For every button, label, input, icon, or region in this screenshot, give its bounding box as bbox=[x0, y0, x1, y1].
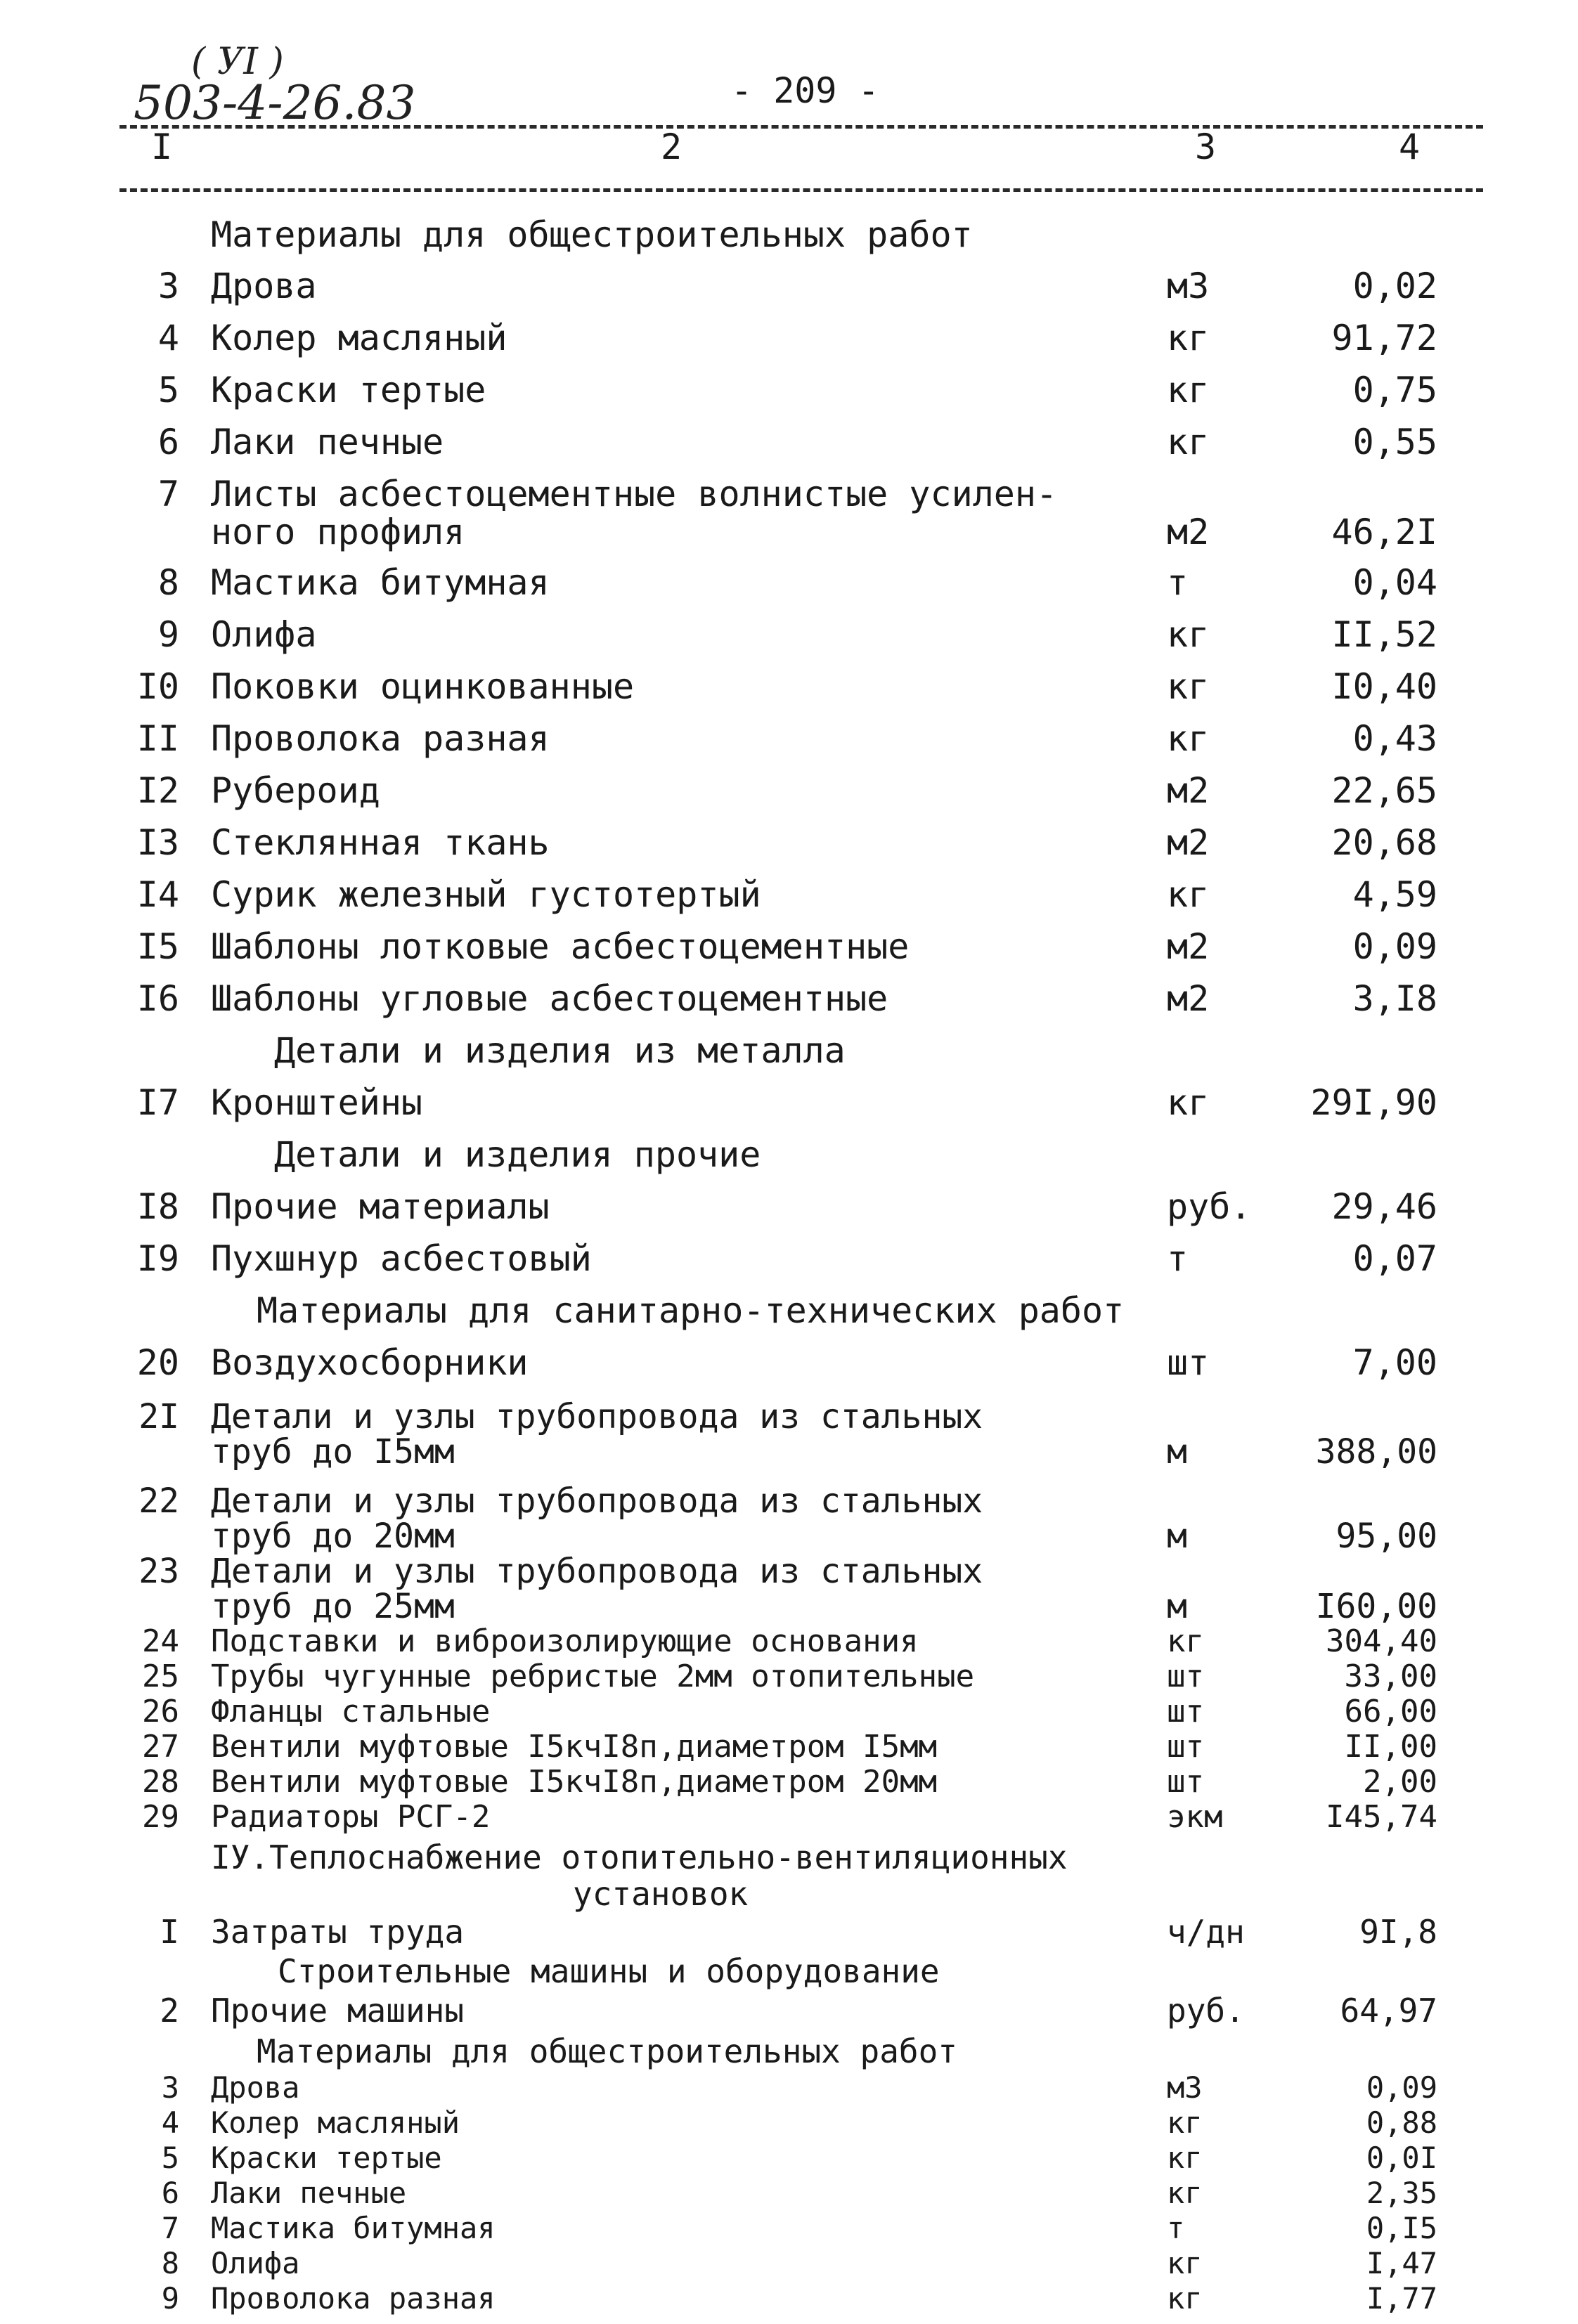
item-name: Поковки оцинкованные bbox=[211, 666, 635, 707]
item-unit: кг bbox=[1167, 2105, 1203, 2140]
item-value: 64,97 bbox=[1340, 1992, 1437, 2030]
item-name: Проволока разная bbox=[211, 718, 550, 759]
item-number: 9 bbox=[157, 614, 179, 655]
item-number: 5 bbox=[161, 2141, 179, 2175]
item-number: 4 bbox=[161, 2105, 179, 2140]
item-number: I8 bbox=[136, 1186, 179, 1227]
section-heading: Детали и изделия из металла bbox=[274, 1030, 846, 1071]
item-unit: кг bbox=[1167, 370, 1210, 410]
item-unit: ч/дн bbox=[1167, 1913, 1245, 1951]
item-unit: шт bbox=[1167, 1764, 1204, 1800]
item-name: Воздухосборники bbox=[211, 1342, 529, 1383]
item-number: 28 bbox=[142, 1764, 179, 1800]
item-number: 7 bbox=[157, 474, 179, 514]
item-value: I0,40 bbox=[1331, 666, 1437, 707]
section-heading: Материалы для общестроительных работ bbox=[211, 214, 973, 255]
section-heading: Строительные машины и оборудование bbox=[278, 1952, 940, 1990]
item-unit: кг bbox=[1167, 318, 1210, 358]
item-unit: м2 bbox=[1167, 822, 1210, 863]
item-name: Фланцы стальные bbox=[211, 1694, 491, 1729]
item-name-continued: труб до 25мм bbox=[211, 1587, 455, 1626]
item-number: 8 bbox=[161, 2246, 179, 2280]
item-unit: кг bbox=[1167, 422, 1210, 462]
column-number-2: 2 bbox=[661, 126, 683, 167]
item-unit: т bbox=[1167, 2211, 1185, 2245]
item-unit: т bbox=[1167, 562, 1189, 603]
item-name: Колер масляный bbox=[211, 2105, 460, 2140]
document-code-superscript: ( УI ) bbox=[191, 41, 284, 83]
item-unit: кг bbox=[1167, 2176, 1203, 2210]
item-unit: кг bbox=[1167, 2141, 1203, 2175]
document-code bbox=[134, 41, 416, 130]
item-unit: м3 bbox=[1167, 266, 1210, 306]
item-unit: м bbox=[1167, 1432, 1187, 1472]
item-name: Детали и узлы трубопровода из стальных bbox=[211, 1552, 983, 1591]
item-name: Детали и узлы трубопровода из стальных bbox=[211, 1397, 983, 1436]
item-number: 26 bbox=[142, 1694, 179, 1729]
section-heading: Материалы для общестроительных работ bbox=[257, 2032, 957, 2070]
item-unit: шт bbox=[1167, 1694, 1204, 1729]
item-value: 91,72 bbox=[1331, 318, 1437, 358]
item-name: Сурик железный густотертый bbox=[211, 874, 761, 915]
item-number: I bbox=[160, 1913, 179, 1951]
item-unit: кг bbox=[1167, 718, 1210, 759]
item-value: 20,68 bbox=[1331, 822, 1437, 863]
item-value: II,00 bbox=[1344, 1729, 1437, 1765]
item-number: 23 bbox=[138, 1552, 179, 1591]
item-value: 0,04 bbox=[1352, 562, 1437, 603]
item-number: I0 bbox=[136, 666, 179, 707]
item-name: Прочие машины bbox=[211, 1992, 465, 2030]
item-unit: экм bbox=[1167, 1799, 1223, 1835]
item-unit: м bbox=[1167, 1587, 1187, 1626]
item-number: 22 bbox=[138, 1481, 179, 1521]
item-value: 0,09 bbox=[1366, 2070, 1437, 2105]
item-number: I5 bbox=[136, 926, 179, 967]
item-number: 3 bbox=[161, 2070, 179, 2105]
item-name: Шаблоны угловые асбестоцементные bbox=[211, 978, 888, 1019]
item-value: 33,00 bbox=[1344, 1658, 1437, 1694]
item-name: Вентили муфтовые I5кчI8п,диаметром 20мм bbox=[211, 1764, 938, 1800]
item-name: Лаки печные bbox=[211, 2176, 407, 2210]
section-heading: IУ.Теплоснабжение отопительно-вентиляционных bbox=[211, 1838, 1068, 1876]
item-number: 6 bbox=[157, 422, 179, 462]
item-value: II,52 bbox=[1331, 614, 1437, 655]
item-value: 0,09 bbox=[1352, 926, 1437, 967]
item-number: 2I bbox=[138, 1397, 179, 1436]
item-name: Шаблоны лотковые асбестоцементные bbox=[211, 926, 910, 967]
item-name: Краски тертые bbox=[211, 370, 486, 410]
item-name: Олифа bbox=[211, 2246, 300, 2280]
item-unit: м2 bbox=[1167, 978, 1210, 1019]
item-number: 5 bbox=[157, 370, 179, 410]
item-name: Радиаторы РСГ-2 bbox=[211, 1799, 491, 1835]
item-name: Стеклянная ткань bbox=[211, 822, 550, 863]
item-value: 66,00 bbox=[1344, 1694, 1437, 1729]
item-name: Листы асбестоцементные волнистые усилен- bbox=[211, 474, 1058, 514]
item-value: 0,I5 bbox=[1366, 2211, 1437, 2245]
item-value: 3,I8 bbox=[1352, 978, 1437, 1019]
item-number: 20 bbox=[136, 1342, 179, 1383]
item-value: 9I,8 bbox=[1359, 1913, 1437, 1951]
item-unit: шт bbox=[1167, 1342, 1210, 1383]
item-number: 29 bbox=[142, 1799, 179, 1835]
item-name: Олифа bbox=[211, 614, 317, 655]
item-name-continued: труб до I5мм bbox=[211, 1432, 455, 1472]
item-value: I,47 bbox=[1366, 2246, 1437, 2280]
item-value: 0,43 bbox=[1352, 718, 1437, 759]
item-value: 22,65 bbox=[1331, 770, 1437, 811]
item-value: 95,00 bbox=[1336, 1517, 1437, 1556]
item-name: Затраты труда bbox=[211, 1913, 465, 1951]
item-value: 29I,90 bbox=[1310, 1082, 1437, 1123]
item-unit: м bbox=[1167, 1517, 1187, 1556]
item-value: 304,40 bbox=[1326, 1623, 1437, 1659]
item-unit: м2 bbox=[1167, 926, 1210, 967]
item-number: I6 bbox=[136, 978, 179, 1019]
item-value: 2,00 bbox=[1363, 1764, 1437, 1800]
item-name: Кронштейны bbox=[211, 1082, 423, 1123]
item-value: 2,35 bbox=[1366, 2176, 1437, 2210]
item-name: Прочие материалы bbox=[211, 1186, 550, 1227]
table-header-rule bbox=[119, 188, 1483, 192]
item-name-continued: ного профиля bbox=[211, 512, 465, 552]
item-number: 27 bbox=[142, 1729, 179, 1765]
item-value: I45,74 bbox=[1326, 1799, 1437, 1835]
item-name: Мастика битумная bbox=[211, 562, 550, 603]
item-value: 0,0I bbox=[1366, 2141, 1437, 2175]
item-name: Краски тертые bbox=[211, 2141, 442, 2175]
item-name: Детали и узлы трубопровода из стальных bbox=[211, 1481, 983, 1521]
item-value: 29,46 bbox=[1331, 1186, 1437, 1227]
section-heading: Детали и изделия прочие bbox=[274, 1134, 761, 1175]
item-number: I3 bbox=[136, 822, 179, 863]
item-unit: кг bbox=[1167, 666, 1210, 707]
item-name: Лаки печные bbox=[211, 422, 444, 462]
item-unit: шт bbox=[1167, 1729, 1204, 1765]
document-code-main: 503-4-26.83 bbox=[134, 76, 416, 130]
item-value: 0,02 bbox=[1352, 266, 1437, 306]
item-unit: шт bbox=[1167, 1658, 1204, 1694]
item-number: I7 bbox=[136, 1082, 179, 1123]
item-unit: кг bbox=[1167, 874, 1210, 915]
item-number: I2 bbox=[136, 770, 179, 811]
table-top-rule bbox=[119, 125, 1483, 129]
item-name: Рубероид bbox=[211, 770, 380, 811]
item-name: Дрова bbox=[211, 266, 317, 306]
item-name: Дрова bbox=[211, 2070, 300, 2105]
item-unit: кг bbox=[1167, 614, 1210, 655]
item-unit: руб. bbox=[1167, 1992, 1245, 2030]
item-unit: кг bbox=[1167, 1623, 1204, 1659]
item-value: 0,88 bbox=[1366, 2105, 1437, 2140]
item-number: 8 bbox=[157, 562, 179, 603]
item-number: I4 bbox=[136, 874, 179, 915]
item-unit: м3 bbox=[1167, 2070, 1203, 2105]
item-value: I60,00 bbox=[1315, 1587, 1437, 1626]
item-unit: м2 bbox=[1167, 512, 1210, 552]
column-number-1: I bbox=[151, 126, 173, 167]
item-value: 7,00 bbox=[1352, 1342, 1437, 1383]
item-name-continued: труб до 20мм bbox=[211, 1517, 455, 1556]
item-number: 7 bbox=[161, 2211, 179, 2245]
item-unit: руб. bbox=[1167, 1186, 1252, 1227]
item-value: I,77 bbox=[1366, 2281, 1437, 2316]
item-number: 3 bbox=[157, 266, 179, 306]
section-heading: Материалы для санитарно-технических работ bbox=[257, 1290, 1125, 1331]
column-number-3: 3 bbox=[1195, 126, 1217, 167]
item-name: Вентили муфтовые I5кчI8п,диаметром I5мм bbox=[211, 1729, 938, 1765]
item-number: II bbox=[136, 718, 179, 759]
item-value: 0,55 bbox=[1352, 422, 1437, 462]
item-value: 0,07 bbox=[1352, 1238, 1437, 1279]
item-name: Колер масляный bbox=[211, 318, 507, 358]
item-number: I9 bbox=[136, 1238, 179, 1279]
item-number: 9 bbox=[161, 2281, 179, 2316]
item-name: Проволока разная bbox=[211, 2281, 496, 2316]
item-name: Мастика битумная bbox=[211, 2211, 496, 2245]
item-name: Подставки и виброизолирующие основания bbox=[211, 1623, 919, 1659]
item-name: Трубы чугунные ребристые 2мм отопительные bbox=[211, 1658, 975, 1694]
page-number: - 209 - bbox=[731, 70, 879, 111]
item-number: 25 bbox=[142, 1658, 179, 1694]
item-number: 6 bbox=[161, 2176, 179, 2210]
item-unit: т bbox=[1167, 1238, 1189, 1279]
item-number: 2 bbox=[160, 1992, 179, 2030]
item-number: 4 bbox=[157, 318, 179, 358]
item-value: 46,2I bbox=[1331, 512, 1437, 552]
item-value: 4,59 bbox=[1352, 874, 1437, 915]
item-unit: кг bbox=[1167, 2246, 1203, 2280]
item-unit: м2 bbox=[1167, 770, 1210, 811]
item-unit: кг bbox=[1167, 2281, 1203, 2316]
item-number: 24 bbox=[142, 1623, 179, 1659]
column-number-4: 4 bbox=[1399, 126, 1421, 167]
item-value: 388,00 bbox=[1315, 1432, 1437, 1472]
item-value: 0,75 bbox=[1352, 370, 1437, 410]
item-unit: кг bbox=[1167, 1082, 1210, 1123]
section-heading-continued: установок bbox=[573, 1875, 749, 1913]
item-name: Пухшнур асбестовый bbox=[211, 1238, 592, 1279]
